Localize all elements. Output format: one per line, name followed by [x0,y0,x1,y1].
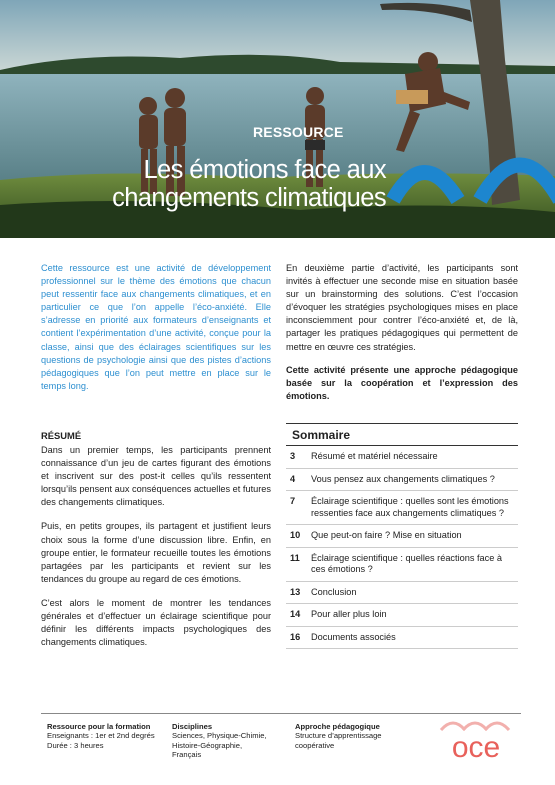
toc-item[interactable] [286,604,518,627]
toc-item[interactable] [286,582,518,605]
resume-paragraph-3: C’est alors le moment de montrer les tendances générales et d’effectuer un éclairage scientifique pour définir les différents impacts psychologiques des changements climatiques. [41,597,271,648]
toc-page-number: 16 [290,631,301,642]
toc-item[interactable] [286,548,518,582]
footer-formation-line: Durée : 3 heures [47,740,104,750]
intro-paragraph: Cette ressource est une activité de développement professionnel sur le thème des émotions que chacun peut ressentir face aux changements climatiques, et en particulier ce que l’on appelle l’éco-anxiété. Elle s’adresse en priorité aux formateurs d’enseignants et contient l’expérimentation d’une activité, conçue pour la classe, ainsi que des éclairages scientifiques sur les questions de psychologie ainsi que des pistes d’actions pédagogiques que l’on peut mettre en place sur le temps long. [41,263,271,391]
footer-disciplines [172,722,267,760]
toc-page-number: 3 [290,451,296,461]
toc-label: Éclairage scientifique : quelles réactions face à ces émotions ? [311,552,503,574]
title-line-1: Les émotions face aux [143,156,386,184]
toc-item[interactable] [286,491,518,525]
right-column [286,262,518,413]
title-line-2: changements climatiques [112,184,386,212]
toc-page-number: 11 [290,552,300,563]
toc-item[interactable] [286,627,518,650]
toc-label: Documents associés [311,631,396,642]
footer-disciplines-line: Français [172,750,202,760]
page-title [26,156,386,212]
toc-label: Vous pensez aux changements climatiques ? [311,473,495,484]
right-paragraph-2: Cette activité présente une approche pédagogique basée sur la coopération et l’expression des émotions. [286,364,518,401]
toc-label: Éclairage scientifique : quelles sont les émotions ressenties face aux changements climatiques ? [311,496,509,518]
resume-paragraph-1: Dans un premier temps, les participants prennent connaissance d’un jeu de cartes figurant des émotions et inscrivent sur des post-it celles qu’ils ressentent lorsqu’ils pensent aux conséquences actuelles et futures des changements climatiques. [41,445,271,508]
footer-approche-line: Structure d’apprentissage [295,731,382,741]
footer-approche-line: coopérative [295,740,335,750]
toc-item[interactable] [286,469,518,492]
footer-formation-line: Enseignants : 1er et 2nd degrés [47,731,155,741]
footer-approche [295,722,382,750]
oce-logo [433,716,523,764]
footer-formation-heading: Ressource pour la formation [47,722,151,731]
toc-item[interactable] [286,446,518,469]
right-paragraph-1: En deuxième partie d’activité, les participants sont invités à effectuer une seconde mise en situation basée sur un brainstorming des solutions. C’est l’occasion d’évoquer les stratégies psychologiques mises en place inconsciemment pour contrer l’éco-anxiété et, de là, partager les pratiques pédagogiques qui permettent de mettre en œuvre ces stratégies. [286,263,518,352]
toc-label: Que peut-on faire ? Mise en situation [311,530,462,540]
resume-section [41,444,271,660]
logo-text: oce [451,731,501,764]
toc-heading: Sommaire [286,423,518,446]
resume-heading: RÉSUMÉ [41,430,82,441]
footer-disciplines-line: Sciences, Physique-Chimie, [172,731,267,741]
hero-photo [0,0,555,238]
table-of-contents [286,423,518,649]
toc-page-number: 4 [290,473,296,484]
toc-item[interactable] [286,525,518,548]
resume-paragraph-2: Puis, en petits groupes, ils partagent et justifient leurs choix sous la forme d’une discussion libre. Enfin, en groupe entier, le formateur recueille toutes les émotions partagées par les participants et revient sur les tendances du groupe au regard de ces émotions. [41,521,271,584]
resource-kicker: RESSOURCE [253,124,344,140]
toc-label: Conclusion [311,586,357,597]
toc-page-number: 7 [290,496,296,506]
footer-disciplines-heading: Disciplines [172,722,213,731]
toc-page-number: 13 [290,586,301,597]
toc-label: Résumé et matériel nécessaire [311,451,438,461]
toc-page-number: 14 [290,609,301,619]
toc-label: Pour aller plus loin [311,609,387,619]
toc-page-number: 10 [290,530,301,540]
footer-formation [47,722,155,750]
footer-disciplines-line: Histoire-Géographie, [172,740,243,750]
footer-approche-heading: Approche pédagogique [295,722,380,731]
